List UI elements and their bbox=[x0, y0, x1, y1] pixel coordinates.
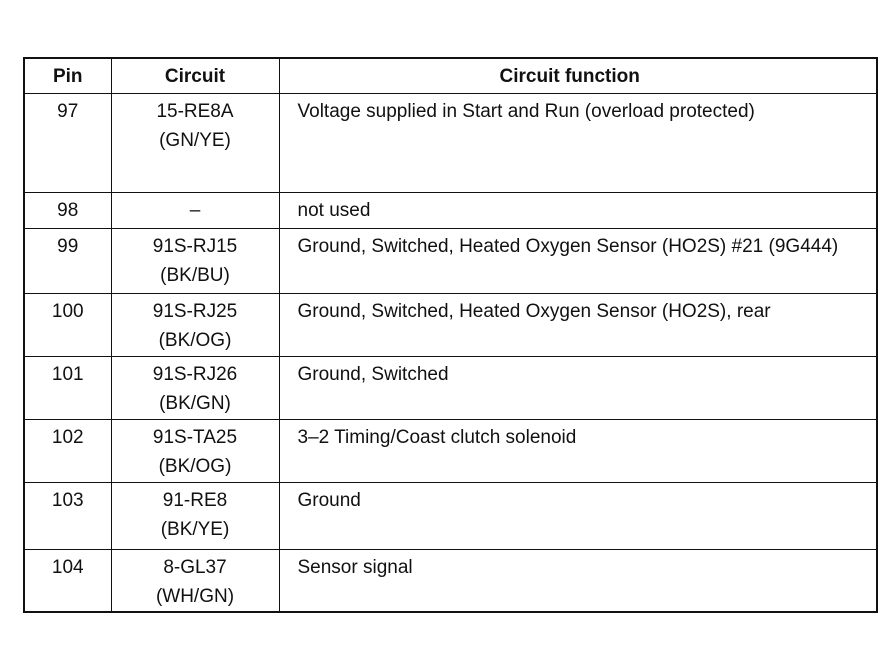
function-cell: Ground bbox=[279, 483, 877, 550]
circuit-wire-color: (BK/BU) bbox=[160, 265, 230, 286]
function-cell: Ground, Switched bbox=[279, 357, 877, 420]
circuit-cell bbox=[111, 229, 279, 294]
function-cell: Ground, Switched, Heated Oxygen Sensor (HO2S) #21 (9G444) bbox=[279, 229, 877, 294]
function-cell: Voltage supplied in Start and Run (overload protected) bbox=[279, 94, 877, 193]
circuit-wire-color: (WH/GN) bbox=[155, 586, 235, 607]
table-row bbox=[24, 94, 877, 193]
function-cell: not used bbox=[279, 193, 877, 229]
table-header-row bbox=[24, 58, 877, 94]
pin-cell: 98 bbox=[24, 193, 111, 229]
circuit-cell bbox=[111, 94, 279, 193]
header-circuit: Circuit bbox=[111, 58, 279, 94]
circuit-wire-color: (BK/OG) bbox=[158, 456, 232, 477]
table-row bbox=[24, 229, 877, 294]
pin-cell: 100 bbox=[24, 294, 111, 357]
pin-cell: 102 bbox=[24, 420, 111, 483]
pin-cell: 104 bbox=[24, 550, 111, 613]
circuit-code: 91-RE8 bbox=[162, 490, 228, 511]
circuit-cell bbox=[111, 294, 279, 357]
table-row bbox=[24, 357, 877, 420]
table-row bbox=[24, 193, 877, 229]
pin-cell: 103 bbox=[24, 483, 111, 550]
table-row bbox=[24, 483, 877, 550]
circuit-wire-color: (GN/YE) bbox=[159, 130, 231, 151]
pin-circuit-table bbox=[23, 57, 878, 613]
circuit-cell bbox=[111, 550, 279, 613]
function-cell: Sensor signal bbox=[279, 550, 877, 613]
circuit-wire-color: (BK/GN) bbox=[159, 393, 231, 414]
circuit-code: 91S-TA25 bbox=[152, 427, 238, 448]
pin-cell: 99 bbox=[24, 229, 111, 294]
circuit-cell bbox=[111, 193, 279, 229]
table-row bbox=[24, 294, 877, 357]
table-row bbox=[24, 420, 877, 483]
header-pin: Pin bbox=[24, 58, 111, 94]
table-row bbox=[24, 550, 877, 613]
circuit-code: 8-GL37 bbox=[163, 557, 227, 578]
function-cell: Ground, Switched, Heated Oxygen Sensor (HO2S), rear bbox=[279, 294, 877, 357]
circuit-code: 91S-RJ15 bbox=[152, 236, 238, 257]
pin-cell: 101 bbox=[24, 357, 111, 420]
header-circuit-function: Circuit function bbox=[279, 58, 877, 94]
circuit-cell bbox=[111, 483, 279, 550]
function-cell: 3–2 Timing/Coast clutch solenoid bbox=[279, 420, 877, 483]
circuit-wire-color: (BK/YE) bbox=[160, 519, 230, 540]
circuit-wire-color: (BK/OG) bbox=[158, 330, 232, 351]
circuit-code: 15-RE8A bbox=[156, 101, 234, 122]
circuit-cell bbox=[111, 420, 279, 483]
circuit-code: 91S-RJ25 bbox=[152, 301, 238, 322]
circuit-code: 91S-RJ26 bbox=[152, 364, 238, 385]
circuit-code: – bbox=[189, 200, 201, 221]
circuit-cell bbox=[111, 357, 279, 420]
pin-cell: 97 bbox=[24, 94, 111, 193]
